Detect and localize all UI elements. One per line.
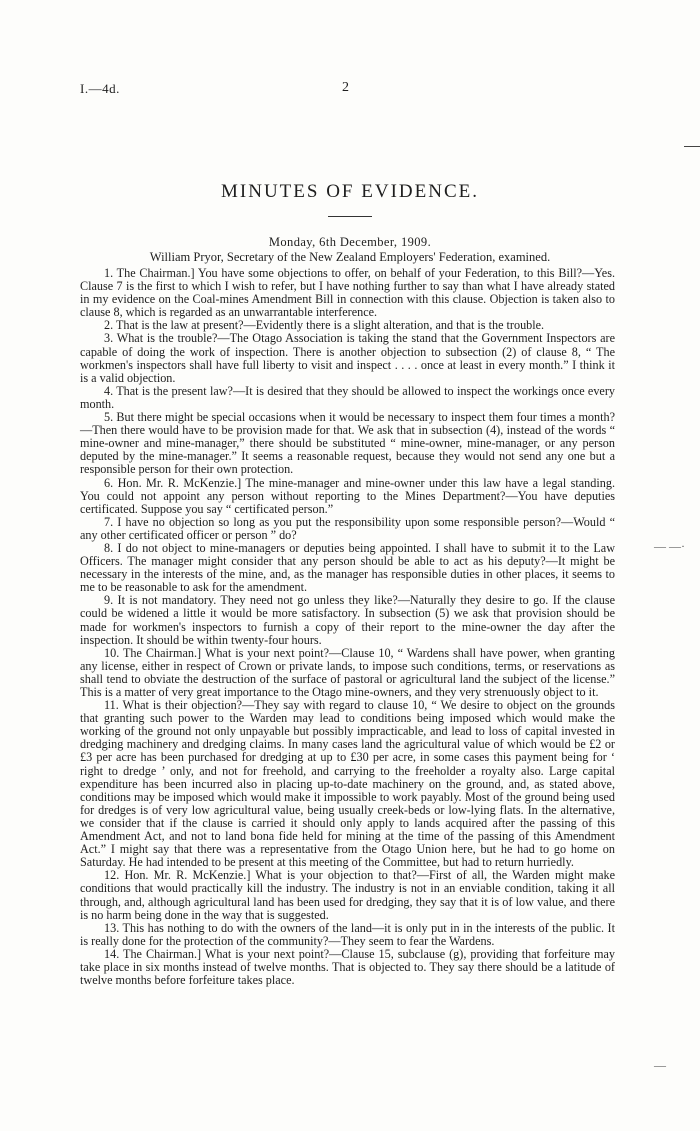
margin-dash-mark: — (654, 1058, 666, 1072)
evidence-paragraph: 3. What is the trouble?—The Otago Association is taking the stand that the Government Inspectors are capable of doing the work of inspection. There is another objection to subsection (2) of clause 8, “ The workmen's inspectors shall have full liberty to visit and inspect . . . . once at least in every month.” I think it is a valid objection. (80, 331, 615, 385)
evidence-body (80, 267, 615, 987)
page-title: MINUTES OF EVIDENCE. (221, 181, 479, 202)
evidence-paragraph: 11. What is their objection?—They say with regard to clause 10, “ We desire to object on the grounds that granting such power to the Warden may lead to conditions being imposed which would make the working of the ground not only unpayable but possibly impracticable, and lead to loss of capital invested in dredging machinery and dredging claims. In many cases land the agricultural value of which would be £2 or £3 per acre has been purchased for dredging at up to £30 per acre, in some cases this payment being for ‘ right to dredge ’ only, and not for freehold, and carrying to the freeholder a royalty also. Large capital expenditure has been incurred also in placing up-to-date machinery on the ground, and, as stated above, conditions may be imposed which would make it impossible to work payably. Most of the ground being used for dredges is of very low agricultural value, being usually creek-beds or low-lying flats. In the alternative, we consider that if the clause is carried it should only apply to lands acquired after the passing of this Amendment Act, and not to land bona fide held for mining at the time of the passing of this Amendment Act.” I might say that there was a representative from the Otago Union here, but he had to go home on Saturday. He had intended to be present at this meeting of the Committee, but had to return hurriedly. (80, 698, 615, 870)
evidence-paragraph: 12. Hon. Mr. R. McKenzie.] What is your objection to that?—First of all, the Warden might make conditions that would practically kill the industry. The industry is not in an enviable condition, taking it all through, and, although agricultural land has been used for dredging, they say that it is of low value, and there is no harm being done in the way that is suggested. (80, 868, 615, 922)
evidence-paragraph: 10. The Chairman.] What is your next point?—Clause 10, “ Wardens shall have power, when granting any license, either in respect of Crown or private lands, to impose such conditions, terms, or reservations as shall tend to obviate the destruction of the surface of pastoral or agricultural land the subject of the license.” This is a matter of very great importance to the Otago mine-owners, and they very strenuously object to it. (80, 645, 615, 699)
evidence-paragraph: 4. That is the present law?—It is desired that they should be allowed to inspect the workings once every month. (80, 383, 615, 411)
title-rule (328, 216, 372, 217)
evidence-paragraph: 13. This has nothing to do with the owners of the land—it is only put in in the interests of the public. It is really done for the protection of the community?—They seem to fear the Wardens. (80, 920, 615, 948)
evidence-paragraph: 9. It is not mandatory. They need not go unless they like?—Naturally they desire to go. If the clause could be widened a little it would be more satisfactory. In subsection (5) we ask that provision should be made for workmen's inspectors to furnish a copy of their report to the mine-owner the day after the inspection. It should be within twenty-four hours. (80, 593, 615, 647)
evidence-paragraph: 5. But there might be special occasions when it would be necessary to inspect them four times a month?—Then there would have to be provision made for that. We ask that in subsection (4), instead of the words “ mine-owner and mine-manager,” there should be substituted “ mine-owner, mine-manager, or any person deputed by the mine-manager.” It seems a reasonable request, because they would not send any one but a responsible person for their own protection. (80, 410, 615, 477)
evidence-paragraph: 6. Hon. Mr. R. McKenzie.] The mine-manager and mine-owner under this law have a legal standing. You could not appoint any person without reporting to the Mines Department?—You have deputies certificated. Suppose you say “ certificated person.” (80, 475, 615, 516)
evidence-paragraph: 8. I do not object to mine-managers or deputies being appointed. I shall have to submit it to the Law Officers. The manager might consider that any person should be able to act as his deputy?—It might be necessary in the interests of the mine, and, as the manager has responsible duties in other places, it seems to me to be reasonable to ask for the amendment. (80, 540, 615, 595)
document-reference: I.—4d. (80, 81, 120, 96)
evidence-paragraph: 1. The Chairman.] You have some objections to offer, on behalf of your Federation, to this Bill?—Yes. Clause 7 is the first to which I wish to refer, but I have nothing further to say than what I have already stated in my evidence on the Coal-mines Amendment Bill in connection with this clause. Objection is taken also to clause 8, which is regarded as an unwarrantable interference. (80, 266, 615, 320)
evidence-paragraph: 7. I have no objection so long as you put the responsibility upon some responsible person?—Would “ any other certificated officer or person ” do? (80, 514, 615, 542)
witness-intro: William Pryor, Secretary of the New Zealand Employers' Federation, examined. (149, 250, 551, 264)
margin-dash-mark: — —· (654, 539, 685, 553)
page-number: 2 (342, 80, 349, 95)
evidence-paragraph: 14. The Chairman.] What is your next point?—Clause 15, subclause (g), providing that forfeiture may take place in six months instead of twelve months. That is objected to. They say there should be a latitude of twelve months before forfeiture takes place. (80, 946, 615, 988)
evidence-paragraph: 2. That is the law at present?—Evidently there is a slight alteration, and that is the trouble. (104, 318, 545, 333)
margin-dash-mark (684, 146, 700, 147)
session-date: Monday, 6th December, 1909. (268, 235, 432, 249)
